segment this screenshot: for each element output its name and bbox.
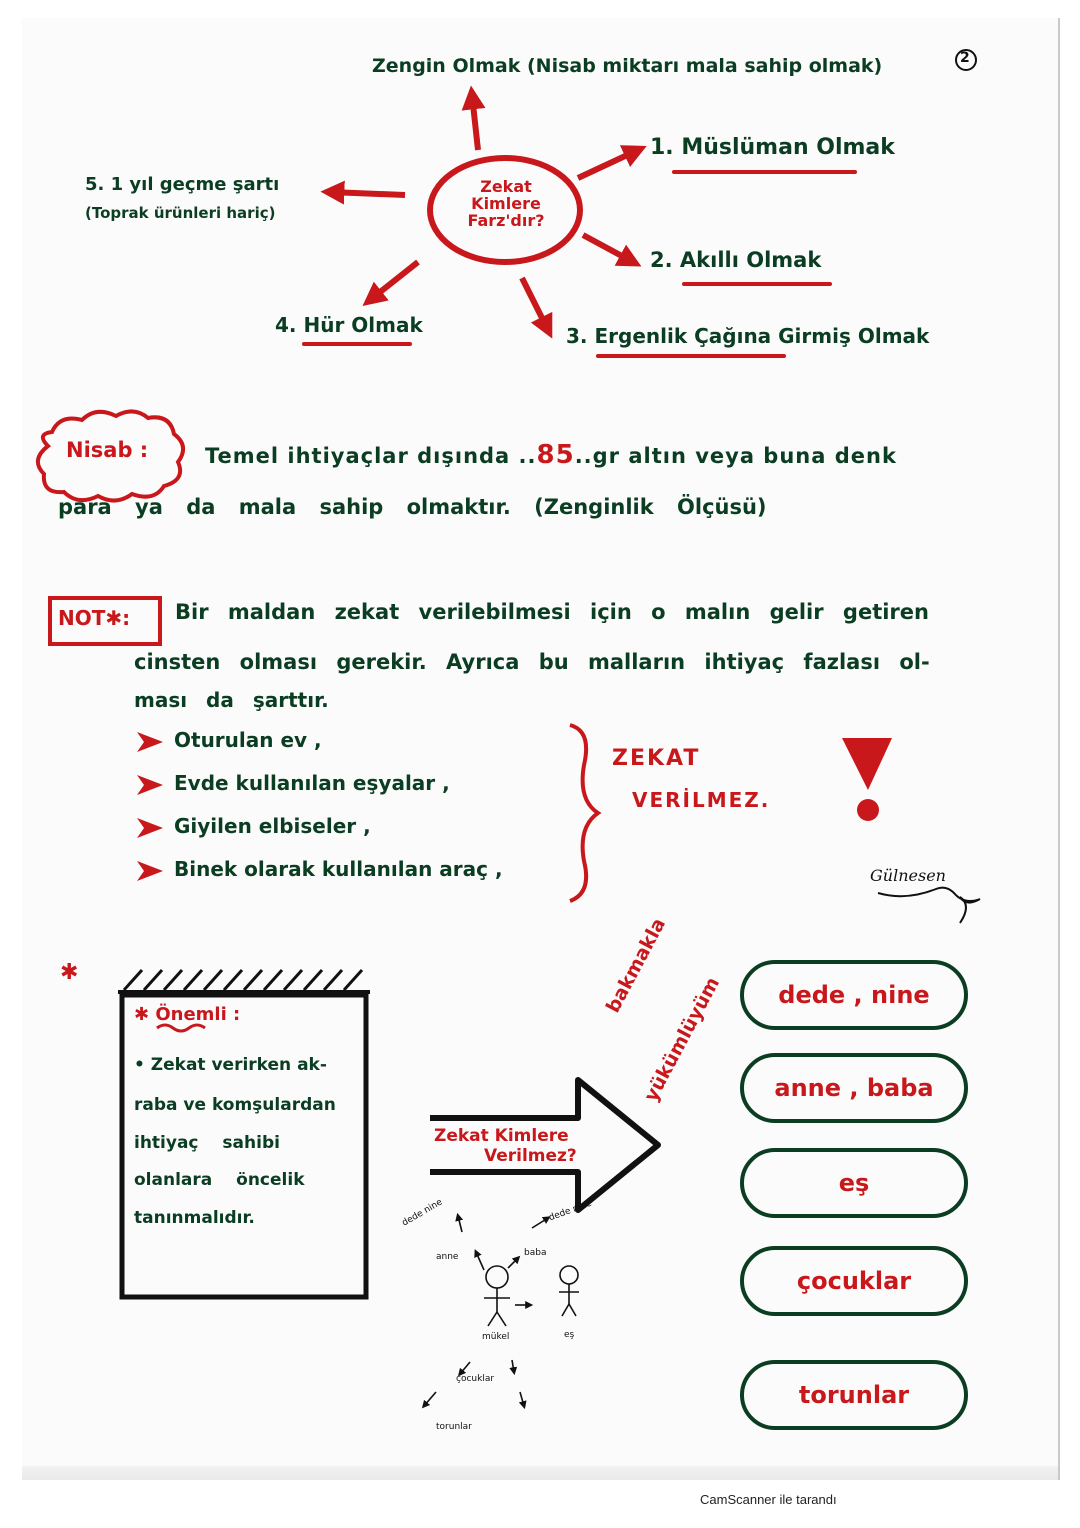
nisab-definition-line2: para ya da mala sahip olmaktır. (Zenginlik Ölçüsü): [58, 495, 767, 519]
mindmap-center-line1: Zekat: [480, 177, 532, 196]
note-line2: cinsten olması gerekir. Ayrıca bu malların ihtiyaç fazlası ol-: [134, 650, 930, 674]
sketch-baba: baba: [524, 1248, 547, 1258]
mindmap-item1: 1. Müslüman Olmak: [650, 135, 895, 160]
mindmap-item2-underline: [682, 282, 832, 286]
important-line5: tanınmalıdır.: [134, 1208, 255, 1228]
mindmap-center-line3: Farz'dır?: [467, 211, 545, 230]
important-line3: ihtiyaç sahibi: [134, 1133, 280, 1153]
arrow-item5: [330, 192, 405, 195]
nisab-amount: 85: [536, 440, 575, 470]
arrow-label-line2: Verilmez?: [484, 1146, 577, 1166]
cloud-anne-baba: [740, 1053, 968, 1123]
sketch-me: mükel: [482, 1332, 510, 1342]
mindmap-item2: 2. Akıllı Olmak: [650, 248, 822, 272]
note-item-4: Binek olarak kullanılan araç ,: [174, 857, 503, 881]
mindmap-top-condition: Zengin Olmak (Nisab miktarı mala sahip olmak): [372, 55, 883, 77]
exclamation-icon: [842, 738, 892, 821]
cloud-anne-baba-label: anne , baba: [774, 1074, 934, 1102]
curly-brace: [570, 725, 598, 901]
note-item-3: Giyilen elbiseler ,: [174, 814, 371, 838]
mindmap-item3: 3. Ergenlik Çağına Girmiş Olmak: [566, 324, 930, 348]
cloud-cocuklar-label: çocuklar: [796, 1267, 912, 1295]
cloud-dede-nine: [740, 960, 968, 1030]
cloud-torunlar-label: torunlar: [798, 1381, 910, 1409]
cloud-dede-nine-label: dede , nine: [778, 981, 930, 1009]
mindmap-item5-note: (Toprak ürünleri hariç): [85, 204, 276, 222]
mindmap-item4: 4. Hür Olmak: [275, 313, 423, 337]
note-item-1: Oturulan ev ,: [174, 728, 322, 752]
important-underline: [157, 1025, 205, 1031]
cloud-cocuklar: [740, 1246, 968, 1316]
cloud-es-label: eş: [838, 1169, 870, 1197]
arrow-item3: [522, 278, 548, 330]
verdict-line1: ZEKAT: [612, 746, 701, 771]
note-line1: Bir maldan zekat verilebilmesi için o malın gelir getiren: [175, 600, 929, 624]
scanner-footer: CamScanner ile tarandı: [700, 1492, 837, 1507]
nisab-definition-line1: [205, 440, 897, 470]
mindmap-center-line2: Kimlere: [471, 194, 541, 213]
important-line1: • Zekat verirken ak-: [134, 1055, 327, 1075]
arrow-item4: [370, 262, 418, 300]
obligation-label-line1: bakmakla: [602, 914, 671, 1017]
cloud-torunlar: [740, 1360, 968, 1430]
important-line2: raba ve komşulardan: [134, 1095, 336, 1115]
verdict-line2: VERİLMEZ.: [632, 788, 771, 812]
mindmap-item4-underline: [302, 342, 412, 346]
mindmap-item1-underline: [672, 170, 857, 174]
sketch-torunlar: torunlar: [436, 1422, 472, 1432]
sketch-es: eş: [564, 1330, 575, 1340]
section-star: ✱: [60, 960, 79, 985]
arrow-item1: [578, 150, 638, 178]
mindmap-item3-underline: [596, 354, 786, 358]
nisab-label: Nisab :: [66, 438, 149, 462]
arrow-item2: [583, 235, 633, 262]
mindmap-center: [458, 178, 554, 229]
note-item-2: Evde kullanılan eşyalar ,: [174, 771, 450, 795]
note-line3: ması da şarttır.: [134, 688, 329, 712]
family-sketch: [424, 1216, 579, 1406]
sketch-anne: anne: [436, 1252, 459, 1262]
mindmap-item5: 5. 1 yıl geçme şartı: [85, 174, 280, 195]
page-number: 2: [960, 50, 970, 66]
important-title: ✱ Önemli :: [134, 1004, 241, 1025]
sketch-dede-nine-left: dede nine: [400, 1197, 445, 1229]
signature: Gülnesen: [870, 866, 946, 885]
arrow-top: [472, 95, 478, 150]
signature-flourish: [878, 888, 980, 923]
sketch-dede-nine-right: dede nine: [547, 1198, 594, 1224]
arrow-label-line1: Zekat Kimlere: [434, 1126, 569, 1146]
important-line4: olanlara öncelik: [134, 1170, 305, 1190]
bullet-arrows: [137, 732, 163, 881]
note-label: NOT✱:: [58, 606, 131, 630]
nisab-text-b: ..gr altın veya buna denk: [574, 444, 897, 468]
sketch-cocuklar: çocuklar: [456, 1374, 495, 1384]
nisab-text-a: Temel ihtiyaçlar dışında ..: [205, 444, 537, 468]
obligation-label-line2: yükümlüyüm: [640, 973, 725, 1106]
cloud-es: [740, 1148, 968, 1218]
